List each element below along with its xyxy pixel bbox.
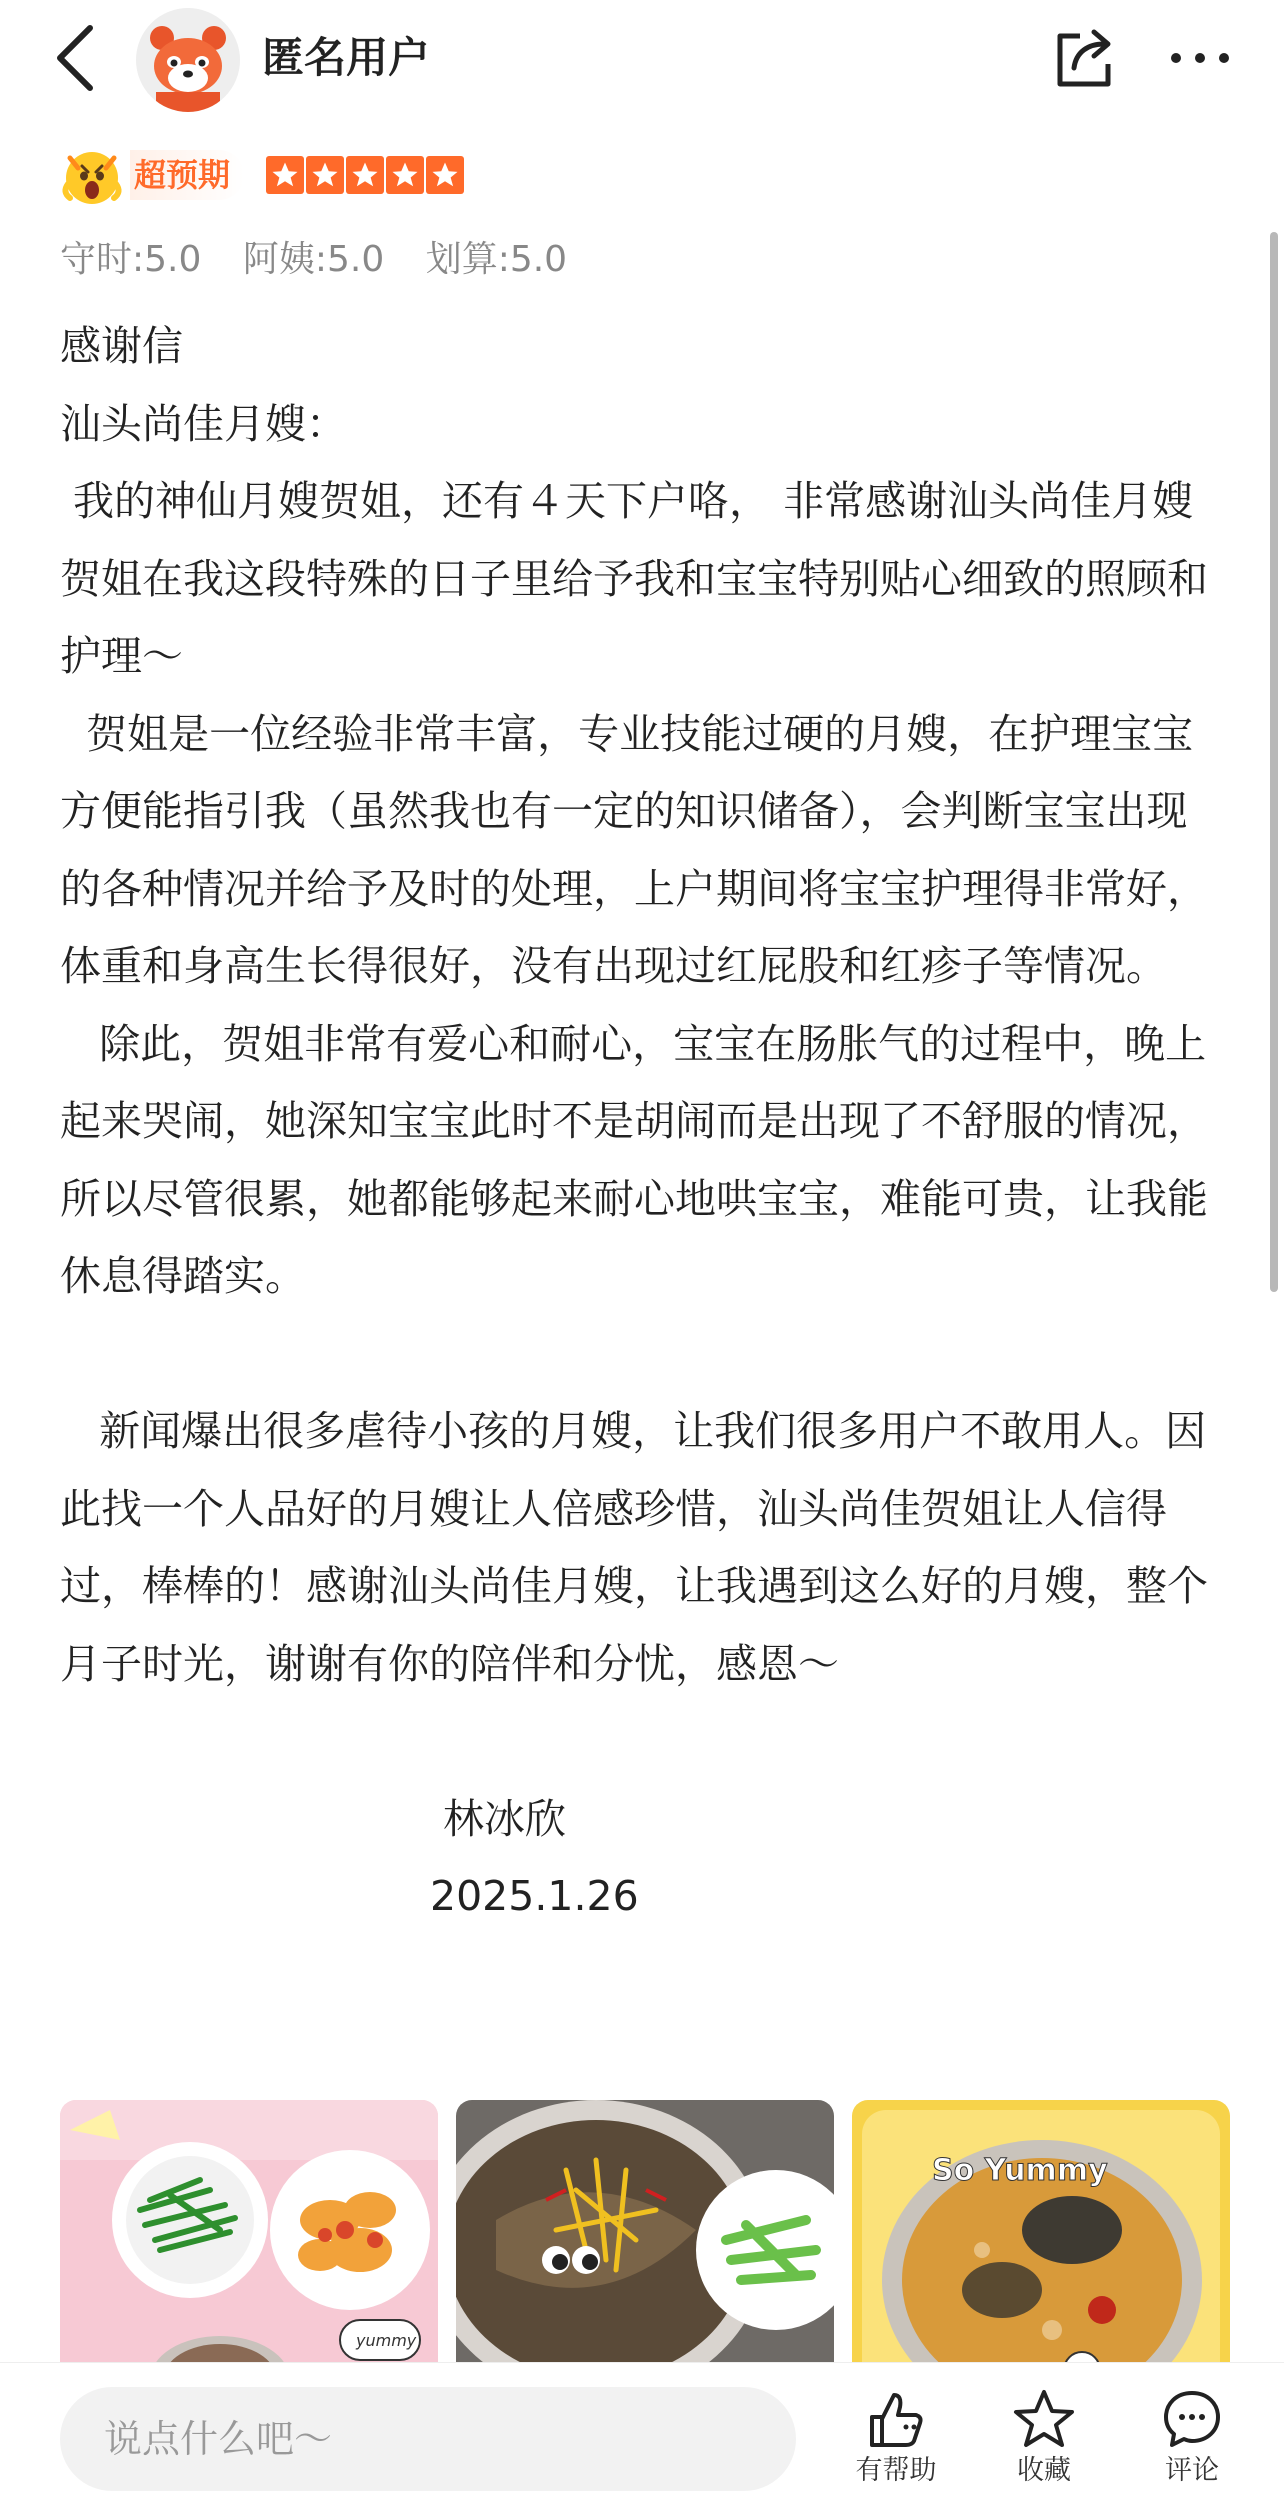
review-signature: 林冰欣 [443, 1794, 566, 1843]
review-blank-line [60, 1316, 1210, 1394]
badge-label: 超预期 [130, 150, 244, 200]
more-icon [1168, 40, 1232, 76]
star-icon [266, 156, 304, 194]
review-photo-3[interactable] [852, 2100, 1230, 2400]
scrollbar[interactable] [1270, 232, 1278, 1292]
review-photo-1[interactable] [60, 2100, 438, 2400]
review-blank-line [60, 1703, 1210, 1781]
surprised-emoji-icon [60, 144, 124, 208]
comment-button[interactable] [1132, 2387, 1252, 2496]
bottom-action-bar [0, 2362, 1284, 2496]
review-date: 2025.1.26 [430, 1872, 639, 1920]
favorite-button[interactable] [984, 2387, 1104, 2496]
rating-row [60, 140, 1160, 212]
review-paragraph: 贺姐是一位经验非常丰富，专业技能过硬的月嫂，在护理宝宝方便能指引我（虽然我也有一定的知识储备），会判断宝宝出现的各种情况并给予及时的处理，上户期间将宝宝护理得非常好，体重和身高生长得很好，没有出现过红屁股和红疹子等情况。 [60, 709, 1208, 990]
food-photo-soup [852, 2100, 1230, 2400]
helpful-label: 有帮助 [855, 2455, 937, 2486]
star-outline-icon [1012, 2387, 1076, 2451]
comment-label: 评论 [1165, 2455, 1219, 2486]
comment-input[interactable] [60, 2387, 796, 2491]
review-paragraph: 新闻爆出很多虐待小孩的月嫂，让我们很多用户不敢用人。因此找一个人品好的月嫂让人倍感珍惜，汕头尚佳贺姐让人信得过，棒棒的！感谢汕头尚佳月嫂，让我遇到这么好的月嫂，整个月子时光，谢谢有你的陪伴和分忧，感恩～ [60, 1407, 1208, 1688]
so-yummy-sticker-text: So Yummy [932, 2153, 1108, 2188]
sub-scores [60, 236, 597, 284]
star-icon [386, 156, 424, 194]
food-photo-steamed-fish [456, 2100, 834, 2400]
review-paragraph: 我的神仙月嫂贺姐，还有４天下户咯， 非常感谢汕头尚佳月嫂贺姐在我这段特殊的日子里给予我和宝宝特别贴心细致的照顾和护理～ [60, 477, 1208, 680]
star-icon [426, 156, 464, 194]
review-paragraph: 除此，贺姐非常有爱心和耐心，宝宝在肠胀气的过程中，晚上起来哭闹，她深知宝宝此时不是胡闹而是出现了不舒服的情况，所以尽管很累，她都能够起来耐心地哄宝宝，难能可贵，让我能休息得踏实。 [60, 1019, 1208, 1300]
yummy-sticker-text: yummy [356, 2331, 417, 2350]
helpful-button[interactable] [836, 2387, 956, 2496]
back-button[interactable] [48, 22, 108, 94]
score-value: 划算:5.0 [425, 239, 568, 280]
top-nav-bar [0, 0, 1284, 120]
back-arrow-icon [48, 22, 108, 94]
star-icon [306, 156, 344, 194]
red-panda-avatar-icon [136, 8, 240, 112]
comment-bubble-icon [1160, 2387, 1224, 2451]
review-photos [60, 2100, 1230, 2400]
username[interactable]: 匿名用户 [262, 33, 431, 82]
score-nanny: 阿姨:5.0 [242, 239, 385, 280]
avatar[interactable] [136, 8, 240, 112]
star-rating [266, 156, 464, 196]
review-paragraph: 感谢信 [60, 322, 183, 370]
share-button[interactable] [1050, 24, 1120, 94]
share-icon [1050, 24, 1120, 94]
score-punctuality: 守时:5.0 [60, 239, 202, 280]
review-photo-2[interactable] [456, 2100, 834, 2400]
thumbs-up-smile-icon [864, 2387, 928, 2451]
star-icon [346, 156, 384, 194]
review-content [60, 308, 1210, 1936]
favorite-label: 收藏 [1017, 2455, 1071, 2486]
food-photo-greens-eggs [60, 2100, 438, 2400]
more-button[interactable] [1168, 40, 1232, 76]
review-paragraph: 汕头尚佳月嫂： [60, 399, 347, 448]
